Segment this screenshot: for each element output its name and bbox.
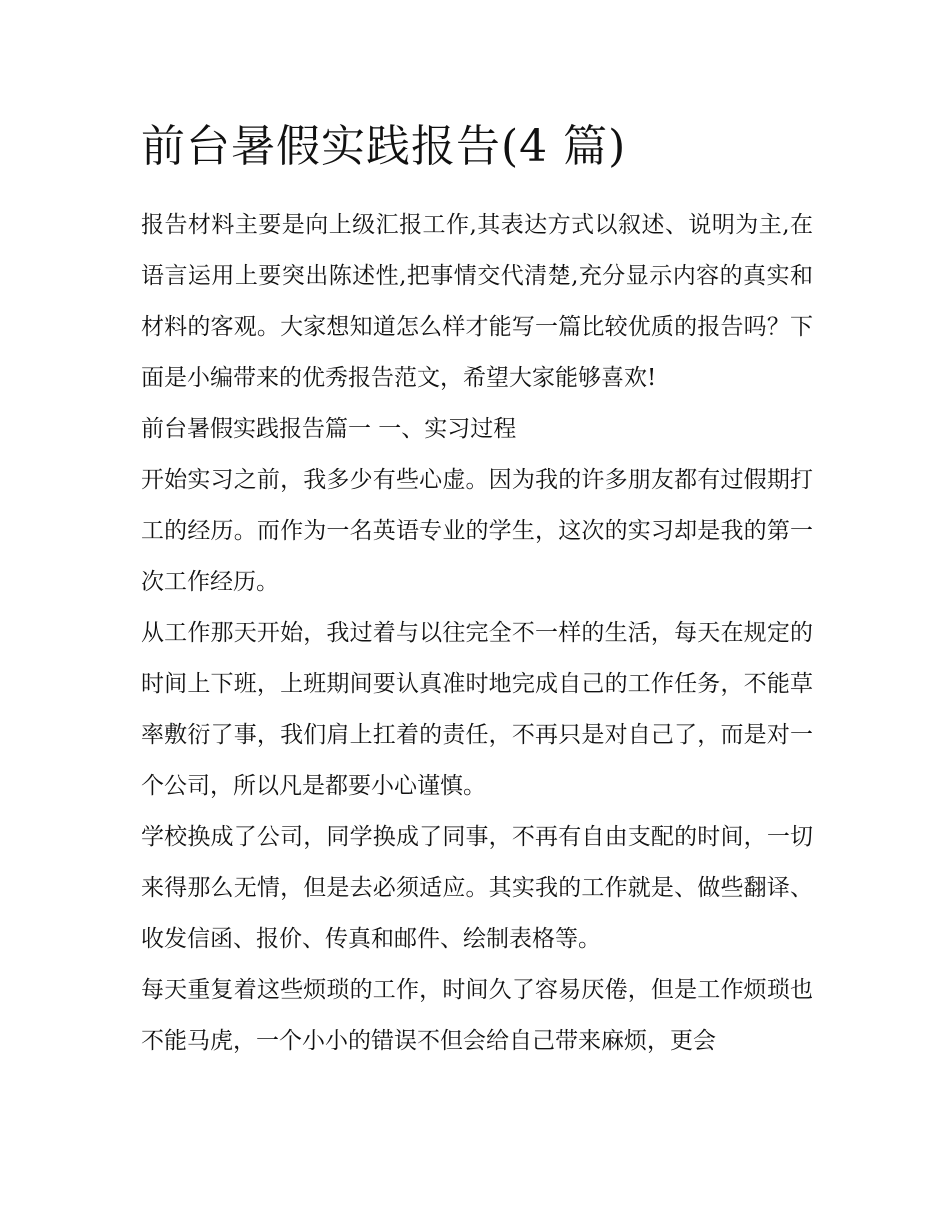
body-paragraph-2: 从工作那天开始，我过着与以往完全不一样的生活，每天在规定的时间上下班，上班期间要认真准时地完成自己的工作任务，不能草率敷衍了事，我们肩上扛着的责任，不再只是对自己了，而是对一个公司，所以凡是都要小心谨慎。: [141, 620, 813, 799]
section-heading: 前台暑假实践报告篇一 一、实习过程: [141, 416, 517, 442]
body-paragraph-3: 学校换成了公司，同学换成了同事，不再有自由支配的时间，一切来得那么无情，但是去必须适应。其实我的工作就是、做些翻译、收发信函、报价、传真和邮件、绘制表格等。: [141, 824, 813, 952]
document-body: [141, 112, 813, 1067]
intro-paragraph: 报告材料主要是向上级汇报工作,其表达方式以叙述、说明为主,在语言运用上要突出陈述性,把事情交代清楚,充分显示内容的真实和材料的客观。大家想知道怎么样才能写一篇比较优质的报告吗？下面是小编带来的优秀报告范文，希望大家能够喜欢!: [141, 212, 813, 391]
body-paragraph-4: 每天重复着这些烦琐的工作，时间久了容易厌倦，但是工作烦琐也不能马虎，一个小小的错误不但会给自己带来麻烦，更会: [141, 977, 813, 1054]
body-paragraph-1: 开始实习之前，我多少有些心虚。因为我的许多朋友都有过假期打工的经历。而作为一名英语专业的学生，这次的实习却是我的第一次工作经历。: [141, 467, 813, 595]
document-title: 前台暑假实践报告(4 篇): [141, 121, 627, 172]
